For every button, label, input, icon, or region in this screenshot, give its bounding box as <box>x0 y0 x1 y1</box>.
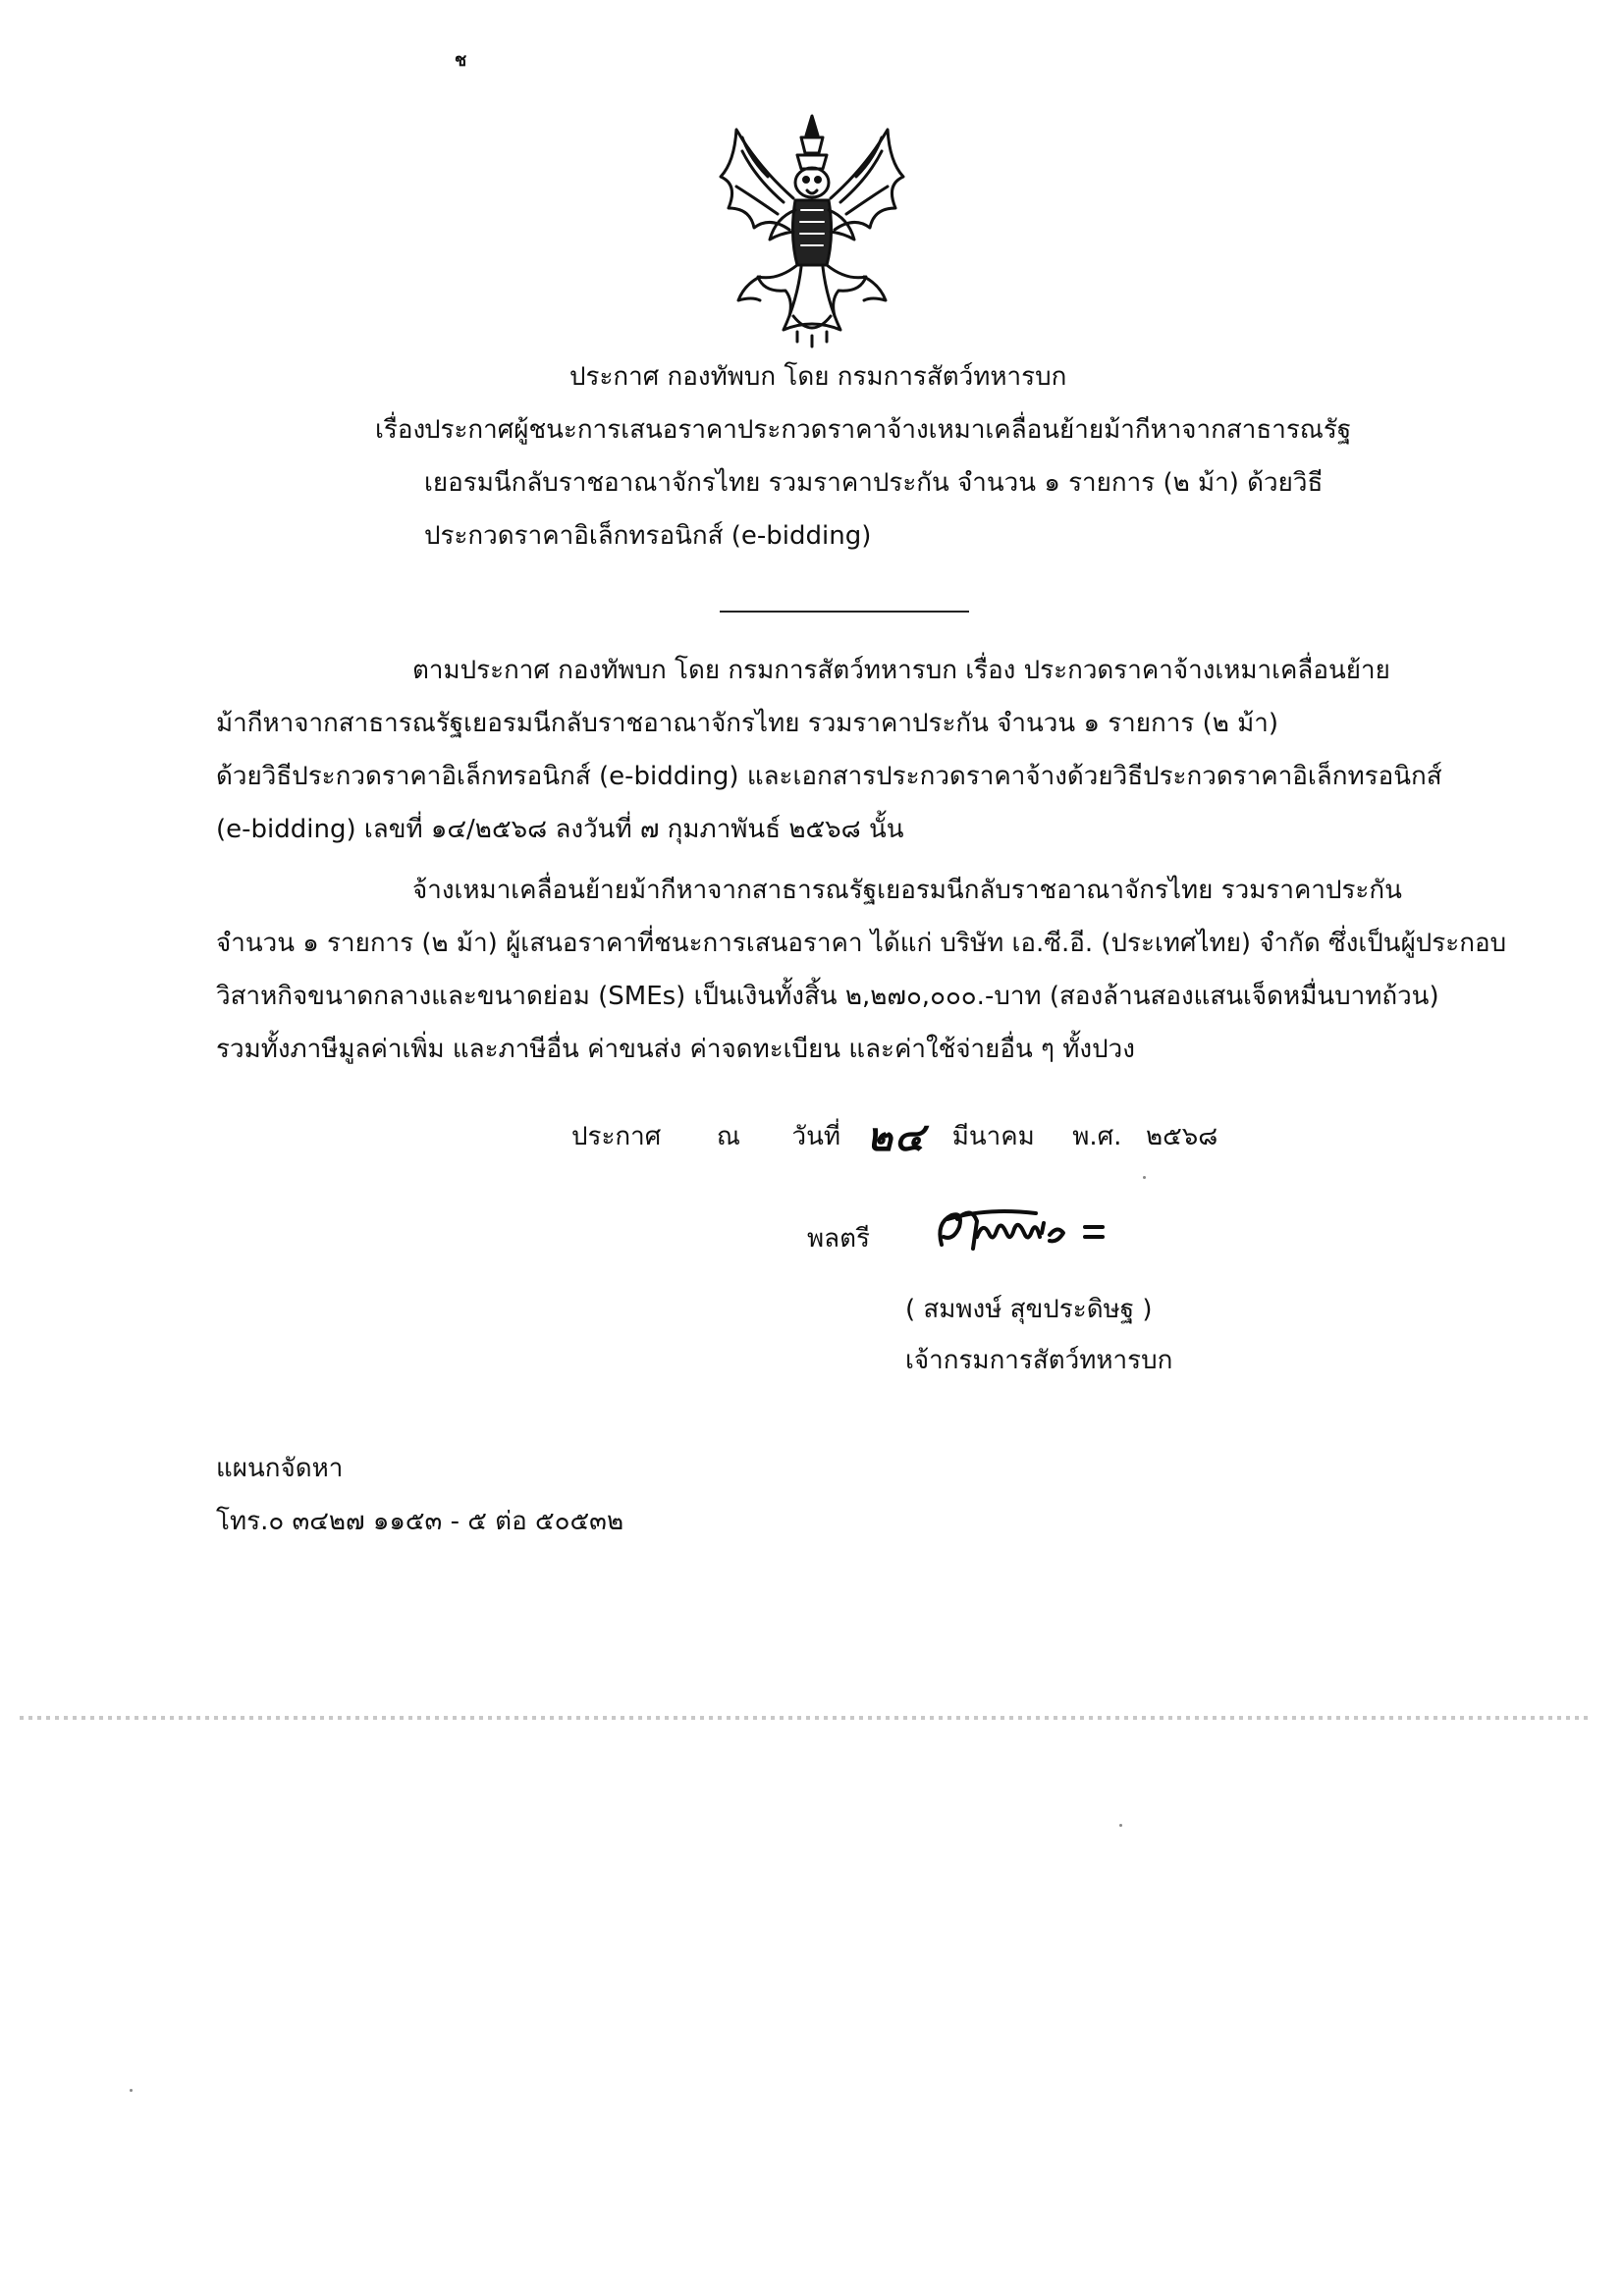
subject-line: เยอรมนีกลับราชอาณาจักรไทย รวมราคาประกัน จำนวน ๑ รายการ (๒ ม้า) ด้วยวิธี <box>424 468 1324 498</box>
signatory-rank: พลตรี <box>807 1224 870 1254</box>
paragraph-line: รวมทั้งภาษีมูลค่าเพิ่ม และภาษีอื่น ค่าขนส่ง ค่าจดทะเบียน และค่าใช้จ่ายอื่น ๆ ทั้งปวง <box>216 1035 1135 1064</box>
paragraph-line: ด้วยวิธีประกวดราคาอิเล็กทรอนิกส์ (e-bidding) และเอกสารประกวดราคาจ้างด้วยวิธีประกวดราคาอิเล็กทรอนิกส์ <box>216 762 1442 791</box>
date-year: ๒๕๖๘ <box>1145 1122 1218 1151</box>
document-header-title: ประกาศ กองทัพบก โดย กรมการสัตว์ทหารบก <box>569 362 1067 392</box>
signatory-name: ( สมพงษ์ สุขประดิษฐ ) <box>905 1295 1153 1324</box>
paragraph-line: จำนวน ๑ รายการ (๒ ม้า) ผู้เสนอราคาที่ชนะการเสนอราคา ได้แก่ บริษัท เอ.ซี.อี. (ประเทศไทย) จำกัด ซึ่งเป็นผู้ประกอบ <box>216 929 1507 958</box>
date-era: พ.ศ. <box>1072 1122 1122 1151</box>
date-day-label: วันที่ <box>791 1122 840 1151</box>
scan-speck <box>1143 1176 1146 1179</box>
stray-scan-mark: ช <box>455 50 467 71</box>
handwritten-signature-icon <box>928 1198 1124 1266</box>
scan-speck <box>130 2089 133 2092</box>
date-prefix: ประกาศ <box>571 1122 662 1151</box>
subject-line: ประกาศผู้ชนะการเสนอราคาประกวดราคาจ้างเหมาเคลื่อนย้ายม้ากีหาจากสาธารณรัฐ <box>424 415 1352 445</box>
date-day-handwritten: ๒๔ <box>866 1114 927 1160</box>
signatory-position: เจ้ากรมการสัตว์ทหารบก <box>905 1346 1173 1375</box>
paragraph-line: ม้ากีหาจากสาธารณรัฐเยอรมนีกลับราชอาณาจักรไทย รวมราคาประกัน จำนวน ๑ รายการ (๒ ม้า) <box>216 709 1279 738</box>
body-paragraph-reference <box>216 644 1485 856</box>
paragraph-line: (e-bidding) เลขที่ ๑๔/๒๕๖๘ ลงวันที่ ๗ กุมภาพันธ์ ๒๕๖๘ นั้น <box>216 815 904 844</box>
date-month: มีนาคม <box>951 1122 1035 1151</box>
contact-phone: โทร.๐ ๓๔๒๗ ๑๑๕๓ - ๕ ต่อ ๕๐๕๓๒ <box>216 1507 624 1536</box>
scan-artifact-line <box>20 1716 1591 1720</box>
contact-department: แผนกจัดหา <box>216 1454 344 1483</box>
paragraph-line: ตามประกาศ กองทัพบก โดย กรมการสัตว์ทหารบก เรื่อง ประกวดราคาจ้างเหมาเคลื่อนย้าย <box>412 656 1390 685</box>
subject-label: เรื่อง <box>375 415 426 445</box>
paragraph-line: จ้างเหมาเคลื่อนย้ายม้ากีหาจากสาธารณรัฐเยอรมนีกลับราชอาณาจักรไทย รวมราคาประกัน <box>412 876 1402 905</box>
body-paragraph-award <box>216 864 1507 1076</box>
paragraph-line: วิสาหกิจขนาดกลางและขนาดย่อม (SMEs) เป็นเงินทั้งสิ้น ๒,๒๗๐,๐๐๐.-บาท (สองล้านสองแสนเจ็ดหมื่นบาทถ้วน) <box>216 982 1439 1011</box>
date-at: ณ <box>716 1122 740 1151</box>
header-divider <box>720 611 969 613</box>
subject-line: ประกวดราคาอิเล็กทรอนิกส์ (e-bidding) <box>424 521 872 551</box>
scan-speck <box>1119 1824 1122 1827</box>
garuda-emblem-icon <box>699 108 925 348</box>
announcement-date <box>571 1114 1218 1160</box>
